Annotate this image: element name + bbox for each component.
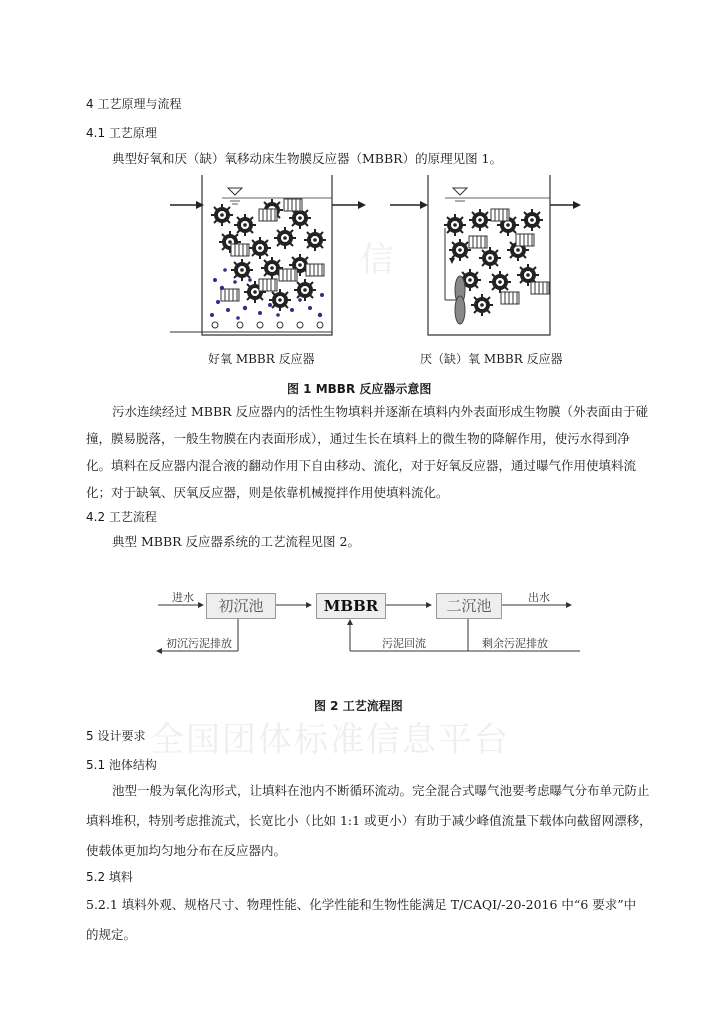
figure-2-caption: 图 2 工艺流程图 bbox=[314, 699, 403, 713]
primary-sludge-label: 初沉污泥排放 bbox=[166, 637, 232, 650]
secondary-clarifier-box: 二沉池 bbox=[436, 593, 502, 619]
section-4-1-paragraph bbox=[86, 398, 660, 506]
paragraph-line: 的规定。 bbox=[86, 927, 137, 942]
section-5-1-heading: 5.1 池体结构 bbox=[86, 758, 157, 772]
aerobic-reactor bbox=[170, 175, 366, 335]
section-4-1-heading: 4.1 工艺原理 bbox=[86, 126, 157, 140]
figure-1-left-label: 好氧 MBBR 反应器 bbox=[208, 352, 315, 366]
watermark-fragment: 信 bbox=[360, 240, 394, 280]
primary-clarifier-box: 初沉池 bbox=[206, 593, 276, 619]
mbbr-box: MBBR bbox=[316, 593, 386, 619]
paragraph-line: 5.2.1 填料外观、规格尺寸、物理性能、化学性能和生物性能满足 T/CAQI/-20-2016 中“6 要求”中 bbox=[86, 897, 637, 912]
watermark: 全国团体标准信息平台 bbox=[150, 720, 510, 760]
section-4-2-heading: 4.2 工艺流程 bbox=[86, 510, 157, 524]
section-5-2-heading: 5.2 填料 bbox=[86, 870, 133, 884]
section-5-1-paragraph bbox=[86, 776, 660, 866]
figure-2-flow bbox=[150, 585, 580, 665]
section-5-heading: 5 设计要求 bbox=[86, 729, 146, 743]
outflow-label: 出水 bbox=[528, 591, 550, 604]
paragraph-line: 化。填料在反应器内混合液的翻动作用下自由移动、流化，对于好氧反应器，通过曝气作用使填料流 bbox=[86, 458, 637, 473]
section-4-1-intro: 典型好氧和厌（缺）氧移动床生物膜反应器（MBBR）的原理见图 1。 bbox=[112, 151, 503, 166]
section-5-2-1-paragraph bbox=[86, 890, 660, 950]
figure-1-caption: 图 1 MBBR 反应器示意图 bbox=[287, 382, 432, 396]
figure-1-right-label: 厌（缺）氧 MBBR 反应器 bbox=[420, 352, 563, 366]
paragraph-line: 化；对于缺氧、厌氧反应器，则是依靠机械搅拌作用使填料流化。 bbox=[86, 485, 449, 500]
paragraph-line: 污水连续经过 MBBR 反应器内的活性生物填料并逐渐在填料内外表面形成生物膜（外表面由于碰 bbox=[112, 404, 649, 419]
return-sludge-label: 污泥回流 bbox=[382, 637, 426, 650]
paragraph-line: 填料堆积，特别考虑推流式，长宽比小（比如 1:1 或更小）有助于减少峰值流量下载体向截留网漂移， bbox=[86, 813, 652, 828]
figure-1-diagram bbox=[160, 170, 600, 350]
anoxic-reactor bbox=[390, 175, 581, 335]
paragraph-line: 使载体更加均匀地分布在反应器内。 bbox=[86, 843, 287, 858]
section-4-2-intro: 典型 MBBR 反应器系统的工艺流程见图 2。 bbox=[112, 534, 360, 549]
paragraph-line: 池型一般为氧化沟形式，让填料在池内不断循环流动。完全混合式曝气池要考虑曝气分布单元防止 bbox=[112, 783, 650, 798]
inflow-label: 进水 bbox=[172, 591, 194, 604]
paragraph-line: 撞，膜易脱落，一般生物膜在内表面形成），通过生长在填料上的微生物的降解作用，使污水得到净 bbox=[86, 431, 630, 446]
excess-sludge-label: 剩余污泥排放 bbox=[482, 637, 548, 650]
section-4-heading: 4 工艺原理与流程 bbox=[86, 97, 182, 111]
